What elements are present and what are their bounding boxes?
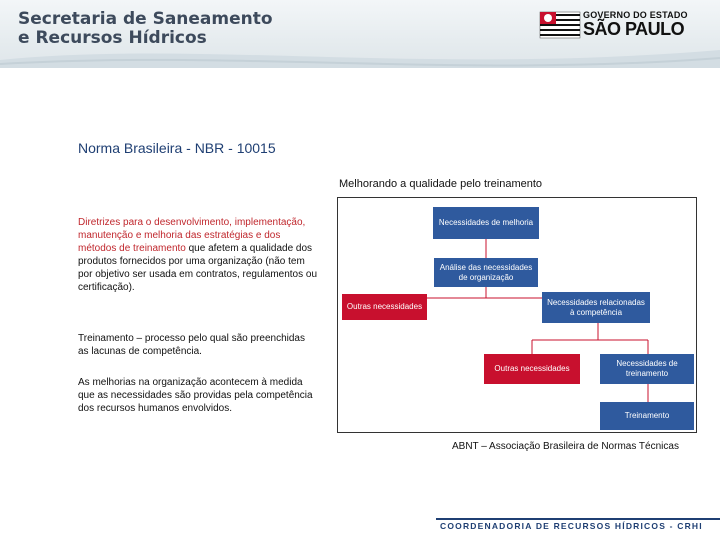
- description-black-text: que afetem a qualidade dos produtos fornecidos por uma organização (não tem por objetivo ser usada em contratos, regulamentos ou certificação).: [78, 243, 318, 293]
- treinamento-definition: Treinamento – processo pelo qual são preenchidas as lacunas de competência.: [78, 333, 305, 357]
- melhorias-paragraph: As melhorias na organização acontecem à medida que as necessidades são providas pela competência dos recursos humanos envolvidos.: [78, 377, 313, 414]
- training-diagram: [337, 197, 697, 433]
- description-paragraph: [78, 216, 318, 294]
- box-treinamento: Treinamento: [600, 402, 694, 430]
- governo-label: GOVERNO DO ESTADO: [583, 10, 688, 20]
- box-necessidades-competencia: Necessidades relacionadas à competência: [542, 292, 650, 323]
- header-banner: [0, 0, 720, 68]
- page-title: Norma Brasileira - NBR - 10015: [78, 140, 276, 156]
- diagram-title: Melhorando a qualidade pelo treinamento: [339, 178, 543, 190]
- secretaria-line-1: Secretaria de Saneamento: [18, 9, 273, 29]
- sao-paulo-label: SÃO PAULO: [583, 19, 685, 39]
- box-outras-necessidades-2: Outras necessidades: [484, 354, 580, 384]
- secretaria-title: [18, 10, 273, 48]
- source-citation: ABNT – Associação Brasileira de Normas Técnicas: [452, 441, 679, 452]
- description-red-text: Diretrizes para o desenvolvimento, implementação, manutenção e melhoria das estratégias e dos métodos de treinamento: [78, 217, 306, 254]
- footer-bar: [436, 518, 720, 534]
- box-necessidades-melhoria: Necessidades de melhoria: [433, 207, 539, 239]
- secretaria-line-2: e Recursos Hídricos: [18, 28, 207, 48]
- box-analise-necessidades: Análise das necessidades de organização: [434, 258, 538, 287]
- box-outras-necessidades-1: Outras necessidades: [342, 294, 427, 320]
- footer-label: COORDENADORIA DE RECURSOS HÍDRICOS - CRHI: [440, 521, 703, 531]
- box-necessidades-treinamento: Necessidades de treinamento: [600, 354, 694, 384]
